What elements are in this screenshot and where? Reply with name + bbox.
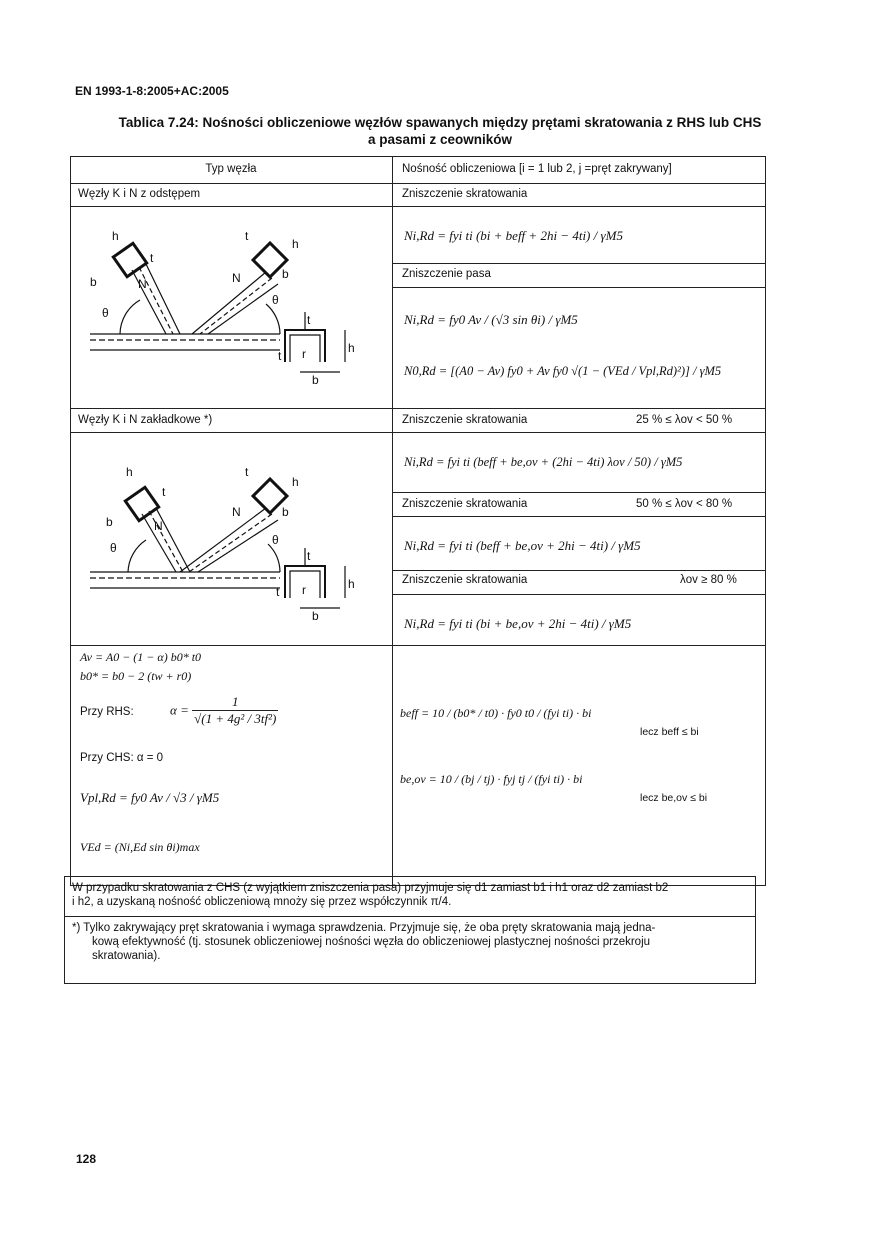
def-chs: Przy CHS: α = 0 [80,752,164,764]
def-vpl: Vpl,Rd = fy0 Av / √3 / γM5 [80,790,220,805]
page-number: 128 [76,1152,97,1166]
row2-a-formula: Ni,Rd = fyi ti (beff + be,ov + (2hi − 4ti) λov / 50) / γM5 [404,455,683,469]
label-b0-ov: b [312,609,319,623]
label-b-left: b [90,275,97,289]
row2-b-divider [392,516,766,517]
alpha-denominator: √(1 + 4g² / 3tf²) [194,711,277,726]
label-tw: t [278,349,282,363]
label-r0: r [302,347,306,361]
table-title [60,114,820,148]
label-h-left: h [112,229,119,243]
row1-joint-type: Węzły K i N z odstępem [78,188,201,200]
label-ni-left-ov: N [154,519,163,533]
row2-b-formula: Ni,Rd = fyi ti (beff + be,ov + 2hi − 4ti) / γM5 [404,538,641,553]
label-h-right-ov: h [292,475,299,489]
label-t0: t [307,313,311,327]
label-theta-right: θ [272,293,279,307]
overlap-joint-diagram [80,440,380,630]
gap-joint-diagram [80,212,380,402]
note-chs-line2: i h2, a uzyskaną nośność obliczeniową mnoży się przez współczynnik π/4. [72,896,452,908]
row2-b-overlap-range: 50 % ≤ λov < 80 % [636,498,733,510]
notes-divider [64,916,756,917]
rhs-section-left [113,243,146,276]
label-h-left-ov: h [126,465,133,479]
definitions-divider [70,645,766,646]
col-header-type: Typ węzła [205,163,257,175]
row1-formula-chord-ni: Ni,Rd = fy0 Av / (√3 sin θi) / γM5 [404,312,578,327]
row2-c-overlap-range: λov ≥ 80 % [680,574,737,586]
rhs-overlap-left [125,487,158,520]
label-theta-left: θ [102,306,109,320]
row2-label-divider [70,432,392,433]
col-header-resistance: Nośność obliczeniowa [i = 1 lub 2, j =pręt zakrywany] [402,163,672,175]
table-title-line2: a pasami z ceowników [367,132,513,147]
note-overlap-line2: kową efektywność (tj. stosunek obliczeniowej nośności węzła do obliczeniowej plastycznej nośności przekroju [92,936,651,948]
label-b-right: b [282,267,289,281]
alpha-fraction [192,694,278,727]
label-b-right-ov: b [282,505,289,519]
row2-c-failure-title: Zniszczenie skratowania [402,574,528,586]
label-ni-left: N [138,277,147,291]
label-h0-ov: h [348,577,355,591]
label-nj-right-ov: N [232,505,241,519]
label-r0-ov: r [302,583,306,597]
row2-a-overlap-range: 25 % ≤ λov < 50 % [636,414,733,426]
row1-formula-chord-n0: N0,Rd = [(A0 − Av) fy0 + Av fy0 √(1 − (VEd / Vpl,Rd)²)] / γM5 [404,364,722,378]
label-tj-right: t [245,229,249,243]
label-theta-left-ov: θ [110,541,117,555]
row1-formula-brace: Ni,Rd = fyi ti (bi + beff + 2hi − 4ti) / γM5 [404,228,623,243]
label-h-right: h [292,237,299,251]
label-tw-ov: t [276,585,280,599]
label-ti-left-ov: t [162,485,166,499]
alpha-symbol: α = [170,702,189,718]
row2-c-divider [392,594,766,595]
label-ti-left: t [150,251,154,265]
row1-f2-divider [392,287,766,288]
row2-joint-type: Węzły K i N zakładkowe *) [78,414,213,426]
note-overlap-line1: *) Tylko zakrywający pręt skratowania i wymaga sprawdzenia. Przyjmuje się, że oba pręty skratowania mają jedna- [72,922,656,934]
label-h0: h [348,341,355,355]
label-b0: b [312,373,319,387]
table-column-divider [392,156,393,887]
row2-c-formula: Ni,Rd = fyi ti (bi + be,ov + 2hi − 4ti) / γM5 [404,616,632,631]
standard-code: EN 1993-1-8:2005+AC:2005 [75,84,229,98]
row2-c-top-divider [392,570,766,571]
def-ved: VEd = (Ni,Ed sin θi)max [80,840,200,854]
row1-failure-title-brace: Zniszczenie skratowania [402,188,528,200]
label-nj-right: N [232,271,241,285]
note-overlap [72,921,752,963]
row2-b-top-divider [392,492,766,493]
note-chs [72,881,752,909]
def-b0-star: b0* = b0 − 2 (tw + r0) [80,669,192,683]
def-shear-area: Av = A0 − (1 − α) b0* t0 [80,650,202,664]
row2-a-divider [392,432,766,433]
table-header-divider [70,183,766,184]
row1-label-divider [70,206,766,207]
row2-a-failure-title: Zniszczenie skratowania [402,414,528,426]
def-rhs-label: Przy RHS: [80,706,134,718]
def-beff-condition: lecz beff ≤ bi [640,726,699,738]
def-beov-condition: lecz be,ov ≤ bi [640,792,708,804]
row2-b-failure-title: Zniszczenie skratowania [402,498,528,510]
label-b-left-ov: b [106,515,113,529]
def-rhs-alpha [170,694,278,727]
def-beov: be,ov = 10 / (bj / tj) · fyj tj / (fyi ti) · bi [400,772,583,786]
row1-f1-divider [392,263,766,264]
label-theta-right-ov: θ [272,533,279,547]
label-tj-right-ov: t [245,465,249,479]
def-beff: beff = 10 / (b0* / t0) · fy0 t0 / (fyi ti) · bi [400,706,592,720]
row1-failure-title-chord: Zniszczenie pasa [402,268,491,280]
label-t0-ov: t [307,549,311,563]
note-chs-line1: W przypadku skratowania z CHS (z wyjątkiem zniszczenia pasa) przyjmuje się d1 zamiast b1 i h1 oraz d2 zamiast b2 [72,882,669,894]
note-overlap-line3: skratowania). [92,950,161,962]
alpha-numerator: 1 [192,694,278,711]
table-title-line1: Tablica 7.24: Nośności obliczeniowe węzłów spawanych między prętami skratowania z RHS lub CHS [118,115,762,130]
row2-top-divider [70,408,766,409]
